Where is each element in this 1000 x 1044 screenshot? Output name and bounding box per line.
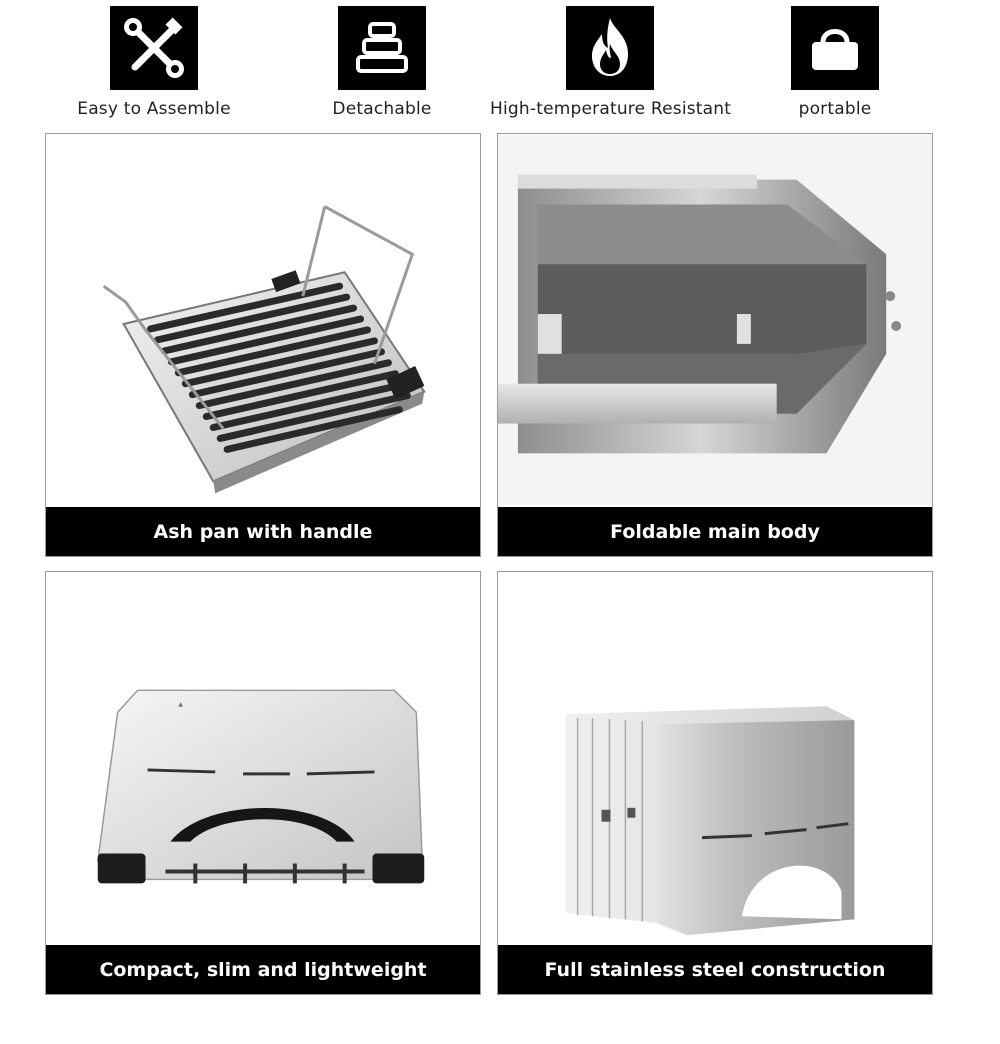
ash-pan-image [46, 134, 480, 506]
panel-caption: Foldable main body [498, 507, 932, 556]
product-panel-foldable-body [497, 133, 933, 557]
feature-label: portable [798, 99, 872, 119]
panel-caption: Compact, slim and lightweight [46, 945, 480, 994]
feature-high-temperature [490, 6, 730, 119]
svg-text:▲: ▲ [178, 701, 183, 709]
stacked-layers-icon [338, 6, 426, 90]
product-panel-ash-pan [45, 133, 481, 557]
feature-label: Detachable [332, 99, 432, 119]
assembled-stove-image [498, 572, 932, 944]
foldable-body-image [498, 134, 932, 506]
bag-handle-icon [791, 6, 879, 90]
product-panel-stainless-steel [497, 571, 933, 995]
folded-stove-image [46, 572, 480, 944]
feature-detachable [262, 6, 502, 119]
panel-caption: Full stainless steel construction [498, 945, 932, 994]
flame-icon [566, 6, 654, 90]
product-panel-compact [45, 571, 481, 995]
feature-portable [715, 6, 955, 119]
panel-caption: Ash pan with handle [46, 507, 480, 556]
wrench-screwdriver-icon [110, 6, 198, 90]
feature-label: High-temperature Resistant [490, 99, 732, 119]
feature-label: Easy to Assemble [77, 99, 231, 119]
feature-easy-assemble [34, 6, 274, 119]
